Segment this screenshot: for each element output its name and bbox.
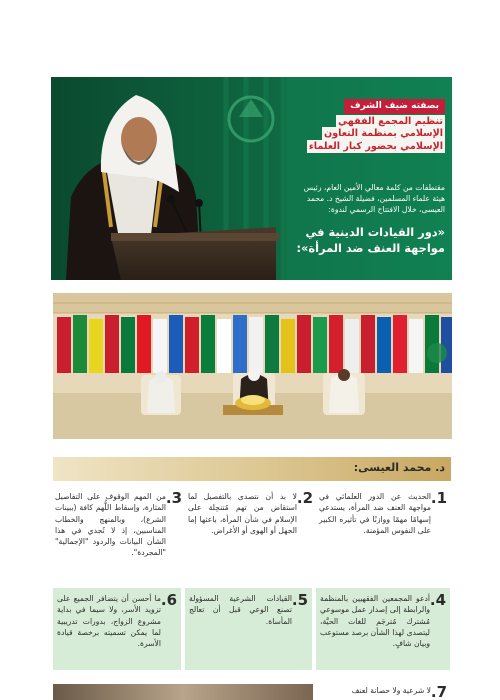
point-text: الحديث عن الدور العلمائي في مواجهة العنف ضد المرأة، يستدعي إسهامًا مهمًا ووازنًا في تأثيره الكبير على النفوس المؤمنة. (319, 492, 431, 535)
point-4 (316, 588, 450, 670)
bottom-photo-strip (53, 684, 313, 700)
speaker-photo (51, 77, 286, 280)
point-1 (319, 491, 447, 569)
point-6 (53, 588, 181, 670)
hero-title-line: تنظيم المجمع الفقهي (338, 116, 443, 127)
point-number: 4. (429, 591, 446, 609)
point-3 (55, 491, 182, 571)
point-text: من المهم الوقوف على التفاصيل المثارة، وإسقاط اللُّهم كافة (ببينات الشرع)، وبالمنهج والخطاب المناسبين، إذ لا تُجدي في هذا الشأن البيانات والردود "الإجمالية" "المجردة". (55, 492, 166, 558)
hero-text-panel (287, 77, 450, 280)
guest-badge: بصفته ضيف الشرف (344, 99, 445, 114)
meeting-photo (53, 293, 452, 439)
hero-title-line: الإسلامي بمنظمة التعاون (324, 128, 443, 140)
point-text: أدعو المجمعين الفقهيين بالمنظمة والرابطة إلى إصدار عمل موسوعي مُشترك مُترجَم للغات الحيَّة، ليتصدى لهذا الشأن برصد مستوعب وبيان شافٍ. (320, 594, 430, 649)
point-7 (320, 685, 447, 700)
speaker-name-bar (53, 457, 451, 481)
point-text: ما أحسن أن يتضافر الجميع على تزويد الأسر، ولا سيما في بداية مشروع الزواج، بدورات تدريبية لما يمكن تسميته برخصة قيادة الأسرة. (57, 594, 161, 649)
symposium-title: «دور القيادات الدينية في مواجهة العنف ضد المرأة»: (296, 225, 445, 255)
point-number: 2. (296, 489, 313, 507)
hero-banner (51, 77, 452, 280)
point-text: لا شرعية ولا حصانة لعنف (351, 686, 431, 695)
point-number: 1. (430, 489, 447, 507)
point-number: 3. (165, 489, 182, 507)
point-text: القيادات الشرعية المسؤولة تصنع الوعي قبل أن تعالج المأساة. (189, 594, 292, 626)
hero-title (290, 116, 445, 153)
point-5 (185, 588, 312, 670)
point-text: لا بد أن نتصدى بالتفصيل لما استقاض من تهم مُتنحِلة على الإسلام في شأن المرأة، باعثها إما الجهل أو الهوى أو الأغراض. (188, 492, 297, 535)
point-2 (188, 491, 313, 569)
point-number: 6. (160, 591, 177, 609)
hero-title-line: الإسلامي بحضور كبار العلماء (308, 140, 443, 152)
point-number: 7. (430, 683, 447, 700)
point-number: 5. (291, 591, 308, 609)
speaker-name: د. محمد العيسى: (353, 461, 445, 474)
hero-description: مقتطفات من كلمة معالي الأمين العام، رئيس هيئة علماء المسلمين، فضيلة الشيخ د. محمد العيسى، خلال الافتتاح الرسمي لندوة: (303, 183, 445, 215)
meeting-scene (53, 293, 452, 439)
